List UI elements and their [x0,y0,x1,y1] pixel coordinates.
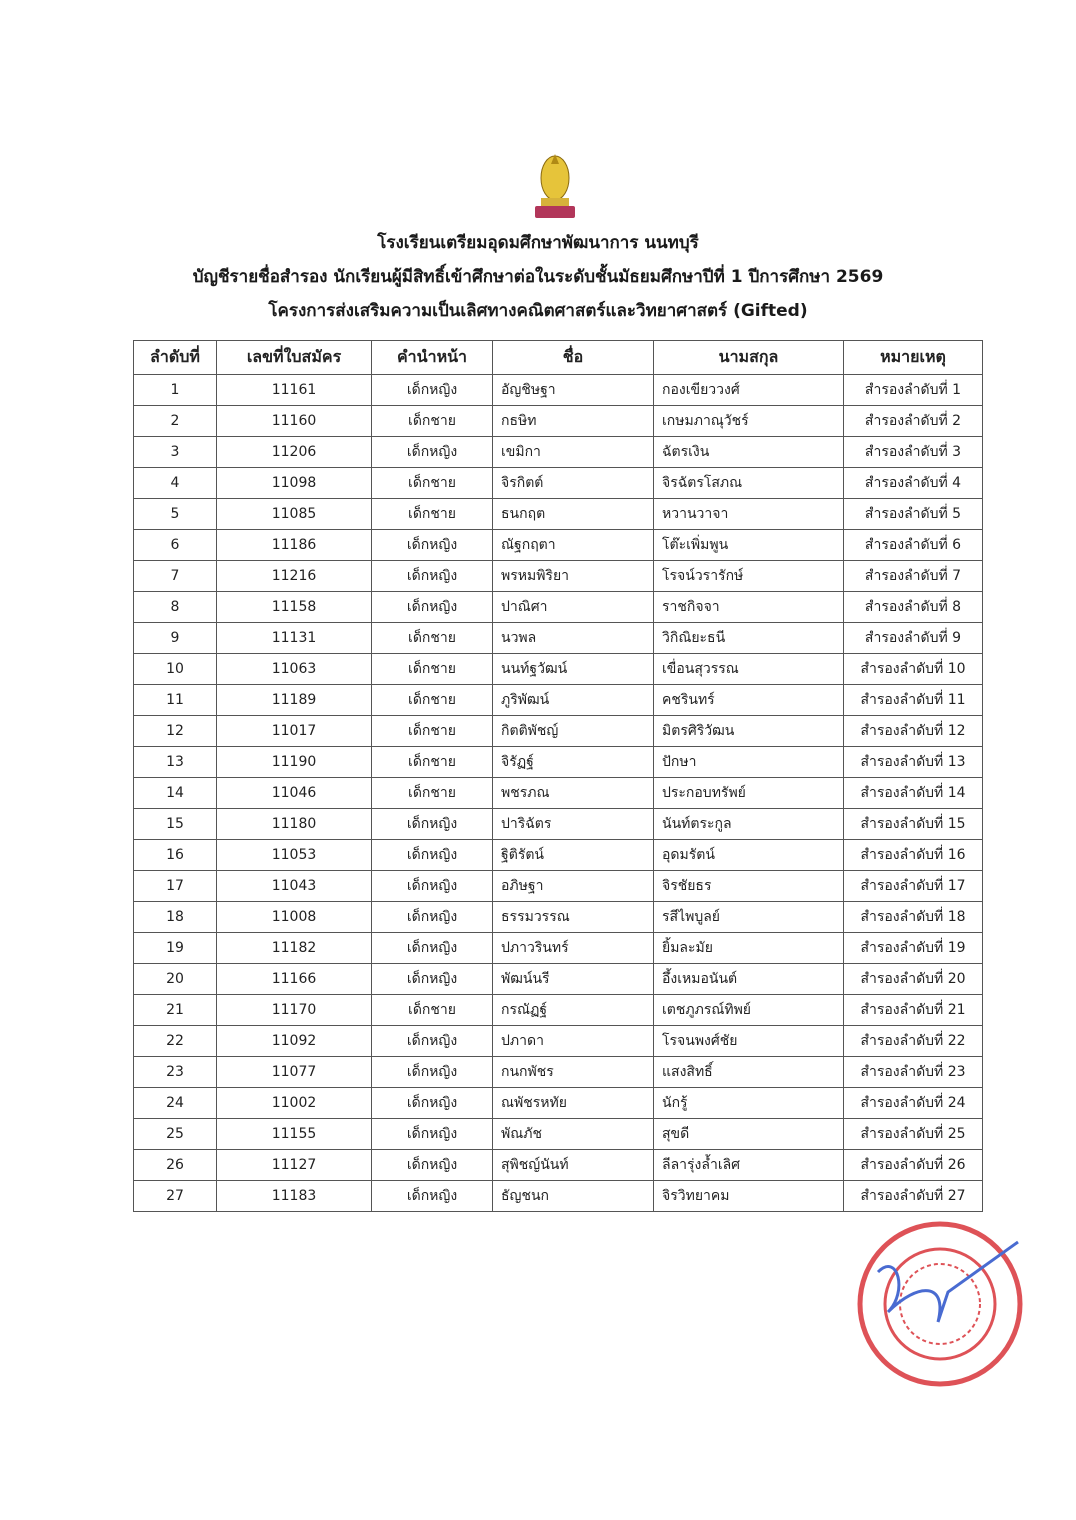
column-header: ชื่อ [493,341,654,375]
rank-cell: 6 [134,530,217,561]
rank-cell: 8 [134,592,217,623]
application-number-cell: 11077 [217,1057,372,1088]
application-number-cell: 11127 [217,1150,372,1181]
last-name-cell: กองเขียววงศ์ [654,375,844,406]
remark-cell: สำรองลำดับที่ 25 [844,1119,983,1150]
last-name-cell: หวานวาจา [654,499,844,530]
rank-cell: 16 [134,840,217,871]
table-header-row [134,341,983,375]
remark-cell: สำรองลำดับที่ 2 [844,406,983,437]
application-number-cell: 11046 [217,778,372,809]
table-row [134,964,983,995]
application-number-cell: 11085 [217,499,372,530]
rank-cell: 15 [134,809,217,840]
title-cell: เด็กหญิง [372,902,493,933]
title-cell: เด็กหญิง [372,1119,493,1150]
last-name-cell: อุดมรัตน์ [654,840,844,871]
title-cell: เด็กชาย [372,995,493,1026]
table-row [134,871,983,902]
rank-cell: 27 [134,1181,217,1212]
application-number-cell: 11166 [217,964,372,995]
remark-cell: สำรองลำดับที่ 7 [844,561,983,592]
school-name: โรงเรียนเตรียมอุดมศึกษาพัฒนาการ นนทบุรี [377,233,699,253]
application-number-cell: 11131 [217,623,372,654]
remark-cell: สำรองลำดับที่ 26 [844,1150,983,1181]
table-row [134,654,983,685]
table-row [134,747,983,778]
title-cell: เด็กชาย [372,406,493,437]
first-name-cell: ปภาวรินทร์ [493,933,654,964]
application-number-cell: 11180 [217,809,372,840]
remark-cell: สำรองลำดับที่ 18 [844,902,983,933]
first-name-cell: จิรกิตต์ [493,468,654,499]
title-cell: เด็กหญิง [372,933,493,964]
table-row [134,778,983,809]
application-number-cell: 11216 [217,561,372,592]
title-cell: เด็กหญิง [372,561,493,592]
application-number-cell: 11092 [217,1026,372,1057]
table-row [134,1150,983,1181]
title-cell: เด็กหญิง [372,1026,493,1057]
first-name-cell: พัฒน์นรี [493,964,654,995]
title-cell: เด็กหญิง [372,1181,493,1212]
first-name-cell: ปาณิศา [493,592,654,623]
remark-cell: สำรองลำดับที่ 10 [844,654,983,685]
first-name-cell: ปภาดา [493,1026,654,1057]
remark-cell: สำรองลำดับที่ 13 [844,747,983,778]
rank-cell: 26 [134,1150,217,1181]
first-name-cell: กิตติพัชญ์ [493,716,654,747]
first-name-cell: จิรัฏฐ์ [493,747,654,778]
title-cell: เด็กหญิง [372,530,493,561]
rank-cell: 1 [134,375,217,406]
remark-cell: สำรองลำดับที่ 14 [844,778,983,809]
remark-cell: สำรองลำดับที่ 23 [844,1057,983,1088]
title-cell: เด็กชาย [372,468,493,499]
application-number-cell: 11190 [217,747,372,778]
table-row [134,406,983,437]
title-cell: เด็กหญิง [372,1150,493,1181]
first-name-cell: ปาริฉัตร [493,809,654,840]
last-name-cell: เตชภูภรณ์ทิพย์ [654,995,844,1026]
first-name-cell: สุพิชญ์นันท์ [493,1150,654,1181]
remark-cell: สำรองลำดับที่ 5 [844,499,983,530]
application-number-cell: 11206 [217,437,372,468]
title-cell: เด็กหญิง [372,437,493,468]
title-cell: เด็กหญิง [372,840,493,871]
rank-cell: 10 [134,654,217,685]
last-name-cell: ฉัตรเงิน [654,437,844,468]
remark-cell: สำรองลำดับที่ 22 [844,1026,983,1057]
table-row [134,499,983,530]
title-cell: เด็กหญิง [372,375,493,406]
reserve-list-table [133,340,983,1212]
application-number-cell: 11017 [217,716,372,747]
remark-cell: สำรองลำดับที่ 21 [844,995,983,1026]
rank-cell: 22 [134,1026,217,1057]
last-name-cell: โรจนพงศ์ชัย [654,1026,844,1057]
last-name-cell: โต๊ะเพิ่มพูน [654,530,844,561]
rank-cell: 5 [134,499,217,530]
application-number-cell: 11170 [217,995,372,1026]
table-row [134,623,983,654]
last-name-cell: ราชกิจจา [654,592,844,623]
remark-cell: สำรองลำดับที่ 11 [844,685,983,716]
first-name-cell: กรณัฏฐ์ [493,995,654,1026]
rank-cell: 9 [134,623,217,654]
table-row [134,530,983,561]
remark-cell: สำรองลำดับที่ 20 [844,964,983,995]
rank-cell: 13 [134,747,217,778]
remark-cell: สำรองลำดับที่ 15 [844,809,983,840]
last-name-cell: จิรชัยธร [654,871,844,902]
remark-cell: สำรองลำดับที่ 3 [844,437,983,468]
first-name-cell: ธนกฤต [493,499,654,530]
title-cell: เด็กหญิง [372,1088,493,1119]
application-number-cell: 11182 [217,933,372,964]
last-name-cell: นันท์ตระกูล [654,809,844,840]
column-header: ลำดับที่ [134,341,217,375]
rank-cell: 12 [134,716,217,747]
first-name-cell: กนกพัชร [493,1057,654,1088]
rank-cell: 20 [134,964,217,995]
table-row [134,840,983,871]
application-number-cell: 11063 [217,654,372,685]
last-name-cell: เกษมภาณุวัชร์ [654,406,844,437]
last-name-cell: ปักษา [654,747,844,778]
application-number-cell: 11186 [217,530,372,561]
title-cell: เด็กหญิง [372,871,493,902]
application-number-cell: 11053 [217,840,372,871]
rank-cell: 21 [134,995,217,1026]
rank-cell: 23 [134,1057,217,1088]
document-header [0,226,1076,328]
rank-cell: 11 [134,685,217,716]
table-row [134,1088,983,1119]
column-header: คำนำหน้า [372,341,493,375]
column-header: นามสกุล [654,341,844,375]
rank-cell: 18 [134,902,217,933]
rank-cell: 4 [134,468,217,499]
first-name-cell: ธรรมวรรณ [493,902,654,933]
table-row [134,685,983,716]
remark-cell: สำรองลำดับที่ 16 [844,840,983,871]
first-name-cell: พชรภณ [493,778,654,809]
table-row [134,809,983,840]
remark-cell: สำรองลำดับที่ 6 [844,530,983,561]
title-cell: เด็กหญิง [372,964,493,995]
last-name-cell: แสงสิทธิ์ [654,1057,844,1088]
first-name-cell: ธัญชนก [493,1181,654,1212]
first-name-cell: อภิษฐา [493,871,654,902]
table-row [134,437,983,468]
rank-cell: 17 [134,871,217,902]
remark-cell: สำรองลำดับที่ 1 [844,375,983,406]
title-cell: เด็กชาย [372,499,493,530]
application-number-cell: 11183 [217,1181,372,1212]
table-row [134,592,983,623]
rank-cell: 2 [134,406,217,437]
last-name-cell: โรจน์วรารักษ์ [654,561,844,592]
rank-cell: 7 [134,561,217,592]
last-name-cell: อึ้งเหมอนันต์ [654,964,844,995]
rank-cell: 19 [134,933,217,964]
table-row [134,995,983,1026]
application-number-cell: 11189 [217,685,372,716]
application-number-cell: 11002 [217,1088,372,1119]
last-name-cell: จิรวิทยาคม [654,1181,844,1212]
table-row [134,1026,983,1057]
last-name-cell: เขื่อนสุวรรณ [654,654,844,685]
last-name-cell: รสีไพบูลย์ [654,902,844,933]
first-name-cell: นวพล [493,623,654,654]
official-school-stamp [828,1212,1050,1388]
last-name-cell: สุขดี [654,1119,844,1150]
column-header: หมายเหตุ [844,341,983,375]
first-name-cell: กธษิท [493,406,654,437]
first-name-cell: ณพัชรหทัย [493,1088,654,1119]
program-name: โครงการส่งเสริมความเป็นเลิศทางคณิตศาสตร์และวิทยาศาสตร์ (Gifted) [268,301,808,321]
remark-cell: สำรองลำดับที่ 17 [844,871,983,902]
first-name-cell: พรหมพิริยา [493,561,654,592]
title-cell: เด็กชาย [372,654,493,685]
first-name-cell: พัณภัช [493,1119,654,1150]
rank-cell: 25 [134,1119,217,1150]
title-cell: เด็กหญิง [372,592,493,623]
first-name-cell: ฐิติรัตน์ [493,840,654,871]
title-cell: เด็กชาย [372,685,493,716]
remark-cell: สำรองลำดับที่ 27 [844,1181,983,1212]
remark-cell: สำรองลำดับที่ 19 [844,933,983,964]
table-row [134,561,983,592]
first-name-cell: ภูริพัฒน์ [493,685,654,716]
rank-cell: 14 [134,778,217,809]
last-name-cell: ยิ้มละมัย [654,933,844,964]
table-row [134,716,983,747]
school-emblem-logo [527,150,583,222]
application-number-cell: 11008 [217,902,372,933]
table-row [134,468,983,499]
title-cell: เด็กหญิง [372,809,493,840]
last-name-cell: คชรินทร์ [654,685,844,716]
last-name-cell: นักรู้ [654,1088,844,1119]
table-row [134,1119,983,1150]
remark-cell: สำรองลำดับที่ 12 [844,716,983,747]
first-name-cell: ณัฐกฤตา [493,530,654,561]
title-cell: เด็กชาย [372,623,493,654]
application-number-cell: 11160 [217,406,372,437]
title-cell: เด็กชาย [372,778,493,809]
application-number-cell: 11158 [217,592,372,623]
table-row [134,933,983,964]
first-name-cell: อัญชิษฐา [493,375,654,406]
column-header: เลขที่ใบสมัคร [217,341,372,375]
first-name-cell: นนท์ฐวัฒน์ [493,654,654,685]
last-name-cell: วิกิณิยะธนี [654,623,844,654]
application-number-cell: 11161 [217,375,372,406]
application-number-cell: 11155 [217,1119,372,1150]
first-name-cell: เขมิกา [493,437,654,468]
table-row [134,1181,983,1212]
remark-cell: สำรองลำดับที่ 4 [844,468,983,499]
last-name-cell: ประกอบทรัพย์ [654,778,844,809]
table-row [134,902,983,933]
remark-cell: สำรองลำดับที่ 9 [844,623,983,654]
application-number-cell: 11098 [217,468,372,499]
title-cell: เด็กหญิง [372,1057,493,1088]
table-row [134,1057,983,1088]
title-cell: เด็กชาย [372,716,493,747]
list-title: บัญชีรายชื่อสำรอง นักเรียนผู้มีสิทธิ์เข้าศึกษาต่อในระดับชั้นมัธยมศึกษาปีที่ 1 ปีการศึกษา 2569 [192,267,884,287]
table-row [134,375,983,406]
last-name-cell: มิตรศิริวัฒน [654,716,844,747]
rank-cell: 3 [134,437,217,468]
last-name-cell: ลีลารุ่งล้ำเลิศ [654,1150,844,1181]
application-number-cell: 11043 [217,871,372,902]
last-name-cell: จิรฉัตรโสภณ [654,468,844,499]
remark-cell: สำรองลำดับที่ 24 [844,1088,983,1119]
title-cell: เด็กชาย [372,747,493,778]
remark-cell: สำรองลำดับที่ 8 [844,592,983,623]
rank-cell: 24 [134,1088,217,1119]
